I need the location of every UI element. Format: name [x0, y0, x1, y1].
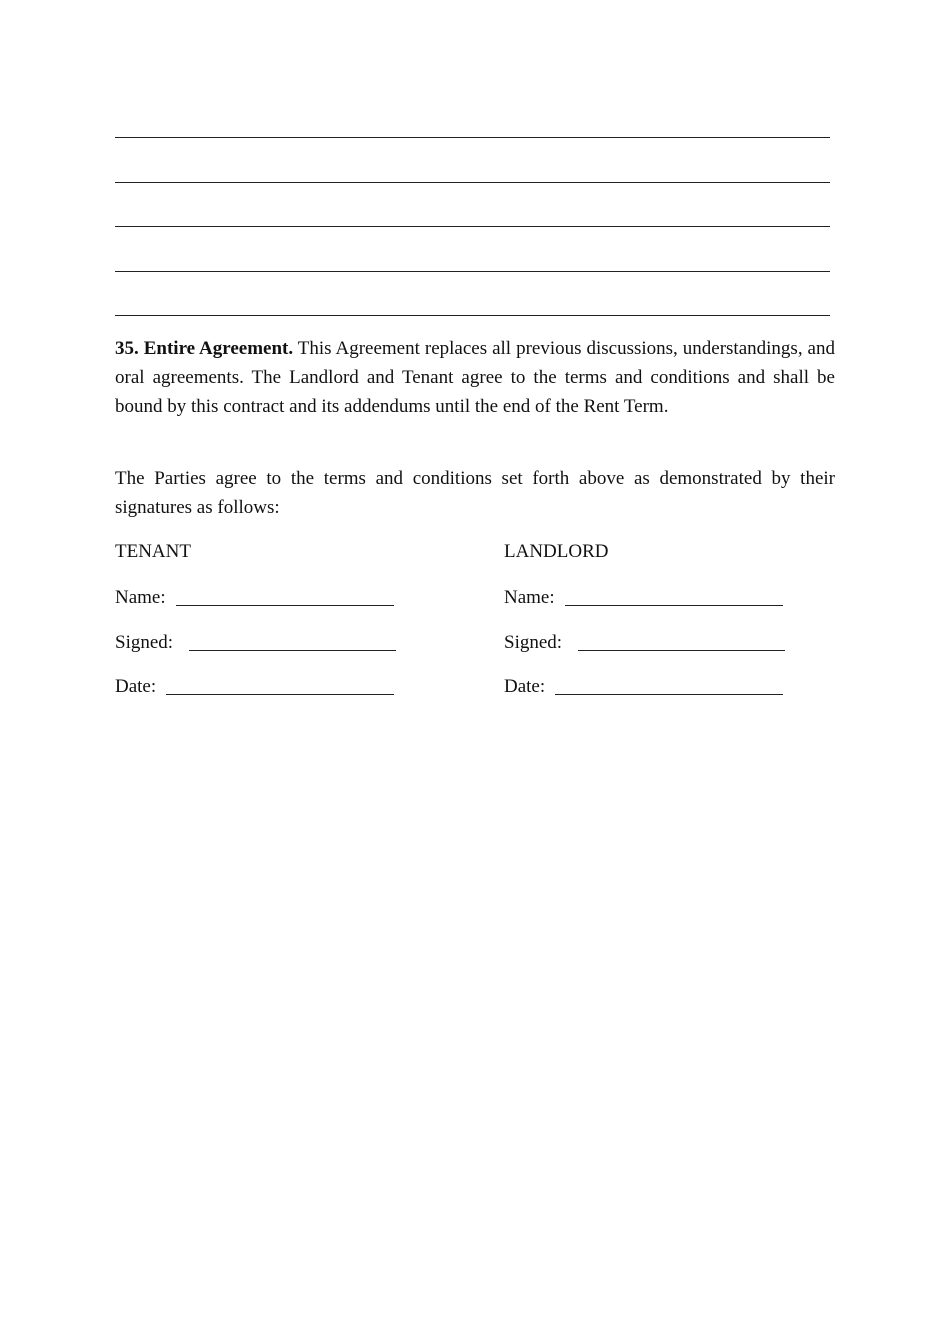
tenant-date-label: Date: — [115, 676, 157, 697]
tenant-date-field[interactable] — [166, 674, 394, 695]
tenant-name-field[interactable] — [176, 585, 394, 606]
tenant-signed-block — [115, 627, 396, 657]
landlord-name-field[interactable] — [565, 585, 783, 606]
blank-write-line[interactable] — [115, 226, 830, 227]
tenant-heading: TENANT — [115, 541, 191, 562]
date-row — [115, 671, 835, 701]
blank-write-line[interactable] — [115, 315, 830, 316]
landlord-heading: LANDLORD — [504, 541, 609, 562]
tenant-name-block — [115, 582, 394, 612]
landlord-name-label: Name: — [504, 587, 555, 608]
landlord-date-label: Date: — [504, 676, 546, 697]
signed-row — [115, 627, 835, 657]
tenant-signed-label: Signed: — [115, 632, 174, 653]
tenant-date-block — [115, 671, 394, 701]
name-row — [115, 582, 835, 612]
landlord-date-field[interactable] — [555, 674, 783, 695]
clause-body: This Agreement replaces all previous discussions, understandings, and oral agreements. The Landlord and Tenant agree to the terms and conditions and shall be bound by this contract and its addendums until the end of the Rent Term. — [115, 338, 835, 417]
landlord-date-block — [504, 671, 783, 701]
landlord-name-block — [504, 582, 783, 612]
tenant-signature-field[interactable] — [189, 630, 396, 651]
clause-heading: 35. Entire Agreement. — [115, 338, 294, 359]
blank-write-line[interactable] — [115, 271, 830, 272]
entire-agreement-clause — [115, 335, 835, 421]
landlord-signature-field[interactable] — [578, 630, 785, 651]
landlord-signed-block — [504, 627, 785, 657]
blank-write-line[interactable] — [115, 182, 830, 183]
signature-headings-row — [115, 538, 835, 568]
closing-statement: The Parties agree to the terms and conditions set forth above as demonstrated by their signatures as follows: — [115, 468, 835, 518]
tenant-name-label: Name: — [115, 587, 166, 608]
blank-write-line[interactable] — [115, 137, 830, 138]
landlord-signed-label: Signed: — [504, 632, 563, 653]
